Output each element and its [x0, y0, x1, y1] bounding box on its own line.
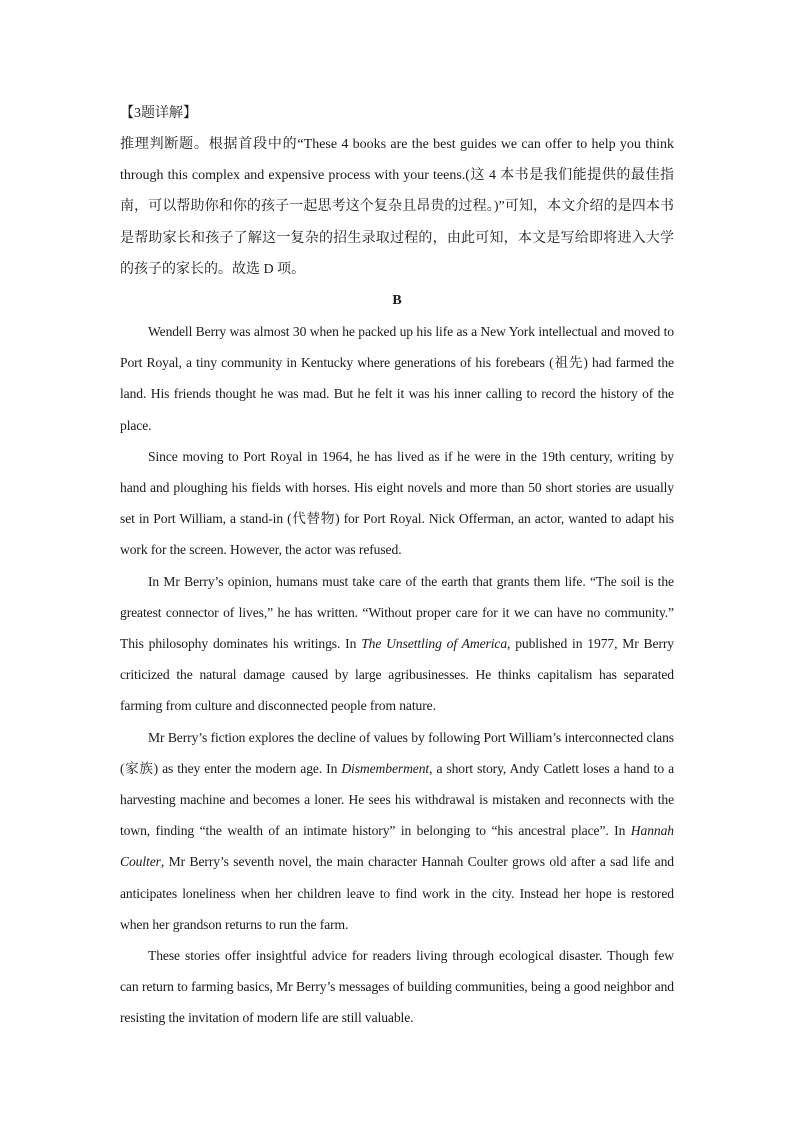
passage-paragraph-2: Since moving to Port Royal in 1964, he has lived as if he were in the 19th century, writing by hand and ploughing his fields with horses. His eight novels and more than 50 short stories are usually set in Port William, a stand-in (代替物) for Port Royal. Nick Offerman, an actor, wanted to adapt his work for the screen. However, the actor was refused. [120, 448, 674, 558]
passage-paragraph-5: These stories offer insightful advice for readers living through ecological disaster. Though few can return to farming basics, Mr Berry’s messages of building communities, being a good neighbor and resisting the invitation of modern life are still valuable. [120, 948, 674, 1026]
novel-title-hannah-coulter: Hannah Coulter [120, 823, 674, 870]
paragraph-4-text-b: , a short story, Andy Catlett loses a hand to a harvesting machine and becomes a loner. He sees his withdrawal is mistaken and reconnects with the town, finding “the wealth of an intimate history” in belonging to “his ancestral place”. In [120, 760, 674, 839]
paragraph-3-text-a: In Mr Berry’s opinion, humans must take care of the earth that grants them life. “The soil is the greatest connector of lives,” he has written. “Without proper care for it we can have no community.” This philosophy dominates his writings. In [120, 573, 674, 652]
paragraph-4-text-a: Mr Berry’s fiction explores the decline of values by following Port William’s interconnected clans (家族) as they enter the modern age. In [120, 729, 674, 776]
passage-paragraph-1: Wendell Berry was almost 30 when he packed up his life as a New York intellectual and moved to Port Royal, a tiny community in Kentucky where generations of his forebears (祖先) had farmed the land. His friends thought he was mad. But he felt it was his inner calling to record the history of the place. [120, 324, 674, 433]
section-heading: 【3题详解】 [120, 106, 197, 121]
paragraph-4-text-c: , Mr Berry’s seventh novel, the main character Hannah Coulter grows old after a sad life and anticipates loneliness when her children leave to find work in the city. Instead her hope is restored when her grandson returns to run the farm. [120, 854, 674, 932]
paragraph-3-text-b: , published in 1977, Mr Berry criticized the natural damage caused by large agribusinesses. He thinks capitalism has separated farming from culture and disconnected people from nature. [120, 636, 675, 714]
passage-paragraph-4 [120, 722, 674, 940]
answer-analysis: 推理判断题。根据首段中的“These 4 books are the best guides we can offer to help you think through this complex and expensive process with your teens.(这 4 本书是我们能提供的最佳指南，可以帮助你和你的孩子一起思考这个复杂且昂贵的过程。)”可知，本文介绍的是四本书是帮助家长和孩子了解这一复杂的招生录取过程的，由此可知，本文是写给即将进入大学的孩子的家长的。故选 D 项。 [120, 137, 674, 277]
book-title-unsettling-of-america: The Unsettling of America [361, 636, 508, 652]
passage-label: B [392, 293, 402, 309]
story-title-dismemberment: Dismemberment [341, 760, 430, 776]
passage-paragraph-3 [120, 566, 674, 722]
